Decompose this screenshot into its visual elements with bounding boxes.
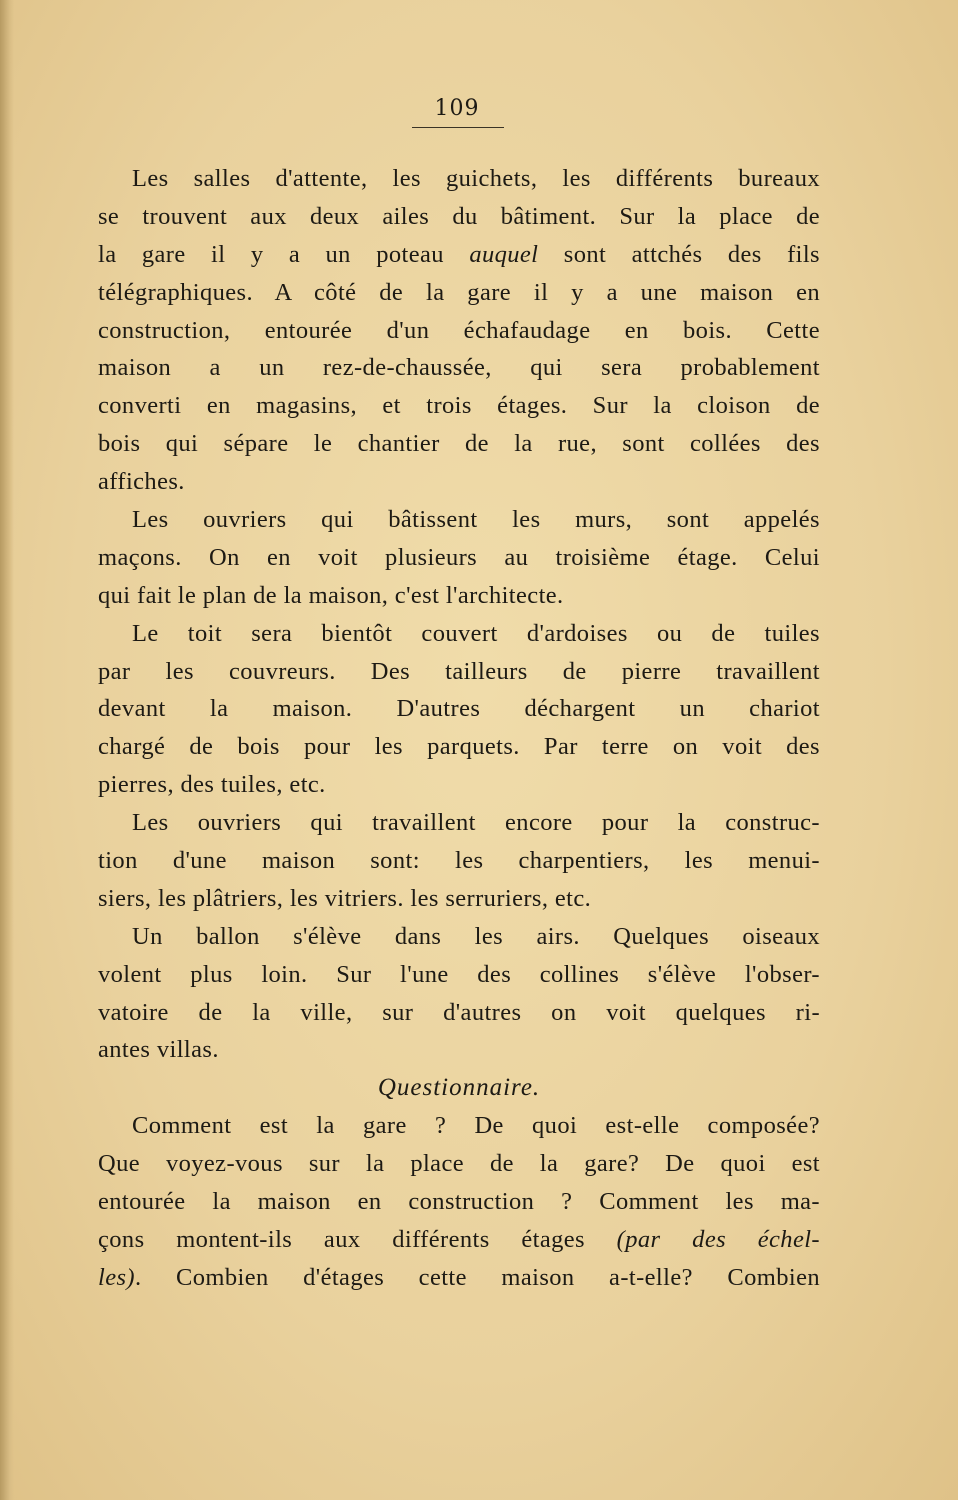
emphasis-text: (par des échel- (616, 1225, 820, 1253)
text-line: par les couvreurs. Des tailleurs de pierre travaillent (98, 657, 820, 685)
text-line: bois qui sépare le chantier de la rue, sont collées des (98, 430, 820, 458)
text-line: Les salles d'attente, les guichets, les différents bureaux (132, 165, 820, 192)
text-line: affiches. (98, 468, 185, 496)
text-line: télégraphiques. A côté de la gare il y a une maison en (98, 278, 820, 306)
text-line: çons montent-ils aux différents étages (par des échel- (98, 1225, 820, 1253)
text-line: converti en magasins, et trois étages. Sur la cloison de (98, 392, 820, 420)
text-line: les). Combien d'étages cette maison a-t-elle? Combien (98, 1263, 820, 1291)
text-line: pierres, des tuiles, etc. (98, 771, 326, 799)
section-heading: Questionnaire. (377, 1074, 541, 1102)
text-line: maçons. On en voit plusieurs au troisième étage. Celui (98, 543, 820, 571)
text-line: tion d'une maison sont: les charpentiers, les menui- (98, 847, 820, 875)
page-number-rule (412, 127, 504, 128)
text-line: antes villas. (98, 1036, 219, 1064)
text-line: entourée la maison en construction ? Comment les ma- (98, 1188, 820, 1216)
text-line: siers, les plâtriers, les vitriers. les serruriers, etc. (98, 884, 592, 912)
text-line: Le toit sera bientôt couvert d'ardoises ou de tuiles (132, 619, 820, 647)
body-text (98, 160, 820, 1297)
text-line: vatoire de la ville, sur d'autres on voit quelques ri- (98, 998, 820, 1026)
text-line: Les ouvriers qui travaillent encore pour la construc- (132, 809, 820, 837)
page-binding-edge (0, 0, 14, 1500)
text-line: construction, entourée d'un échafaudage en bois. Cette (98, 316, 820, 344)
text-line: volent plus loin. Sur l'une des collines s'élève l'obser- (98, 960, 820, 988)
text-line: qui fait le plan de la maison, c'est l'architecte. (98, 581, 564, 609)
text-line: la gare il y a un poteau auquel sont attchés des fils (98, 240, 820, 268)
emphasis-text: auquel (469, 240, 539, 268)
text-line: Un ballon s'élève dans les airs. Quelques oiseaux (132, 922, 820, 950)
emphasis-text: les) (98, 1263, 135, 1291)
text-line: Que voyez-vous sur la place de la gare? De quoi est (98, 1150, 820, 1178)
text-line: Les ouvriers qui bâtissent les murs, sont appelés (132, 506, 820, 534)
text-line: maison a un rez-de-chaussée, qui sera probablement (98, 354, 820, 382)
text-line: chargé de bois pour les parquets. Par terre on voit des (98, 733, 820, 761)
text-line: se trouvent aux deux ailes du bâtiment. Sur la place de (98, 202, 820, 230)
text-line: devant la maison. D'autres déchargent un chariot (98, 695, 820, 723)
page-number: 109 (434, 96, 480, 121)
text-line: Comment est la gare ? De quoi est-elle composée? (132, 1112, 820, 1140)
